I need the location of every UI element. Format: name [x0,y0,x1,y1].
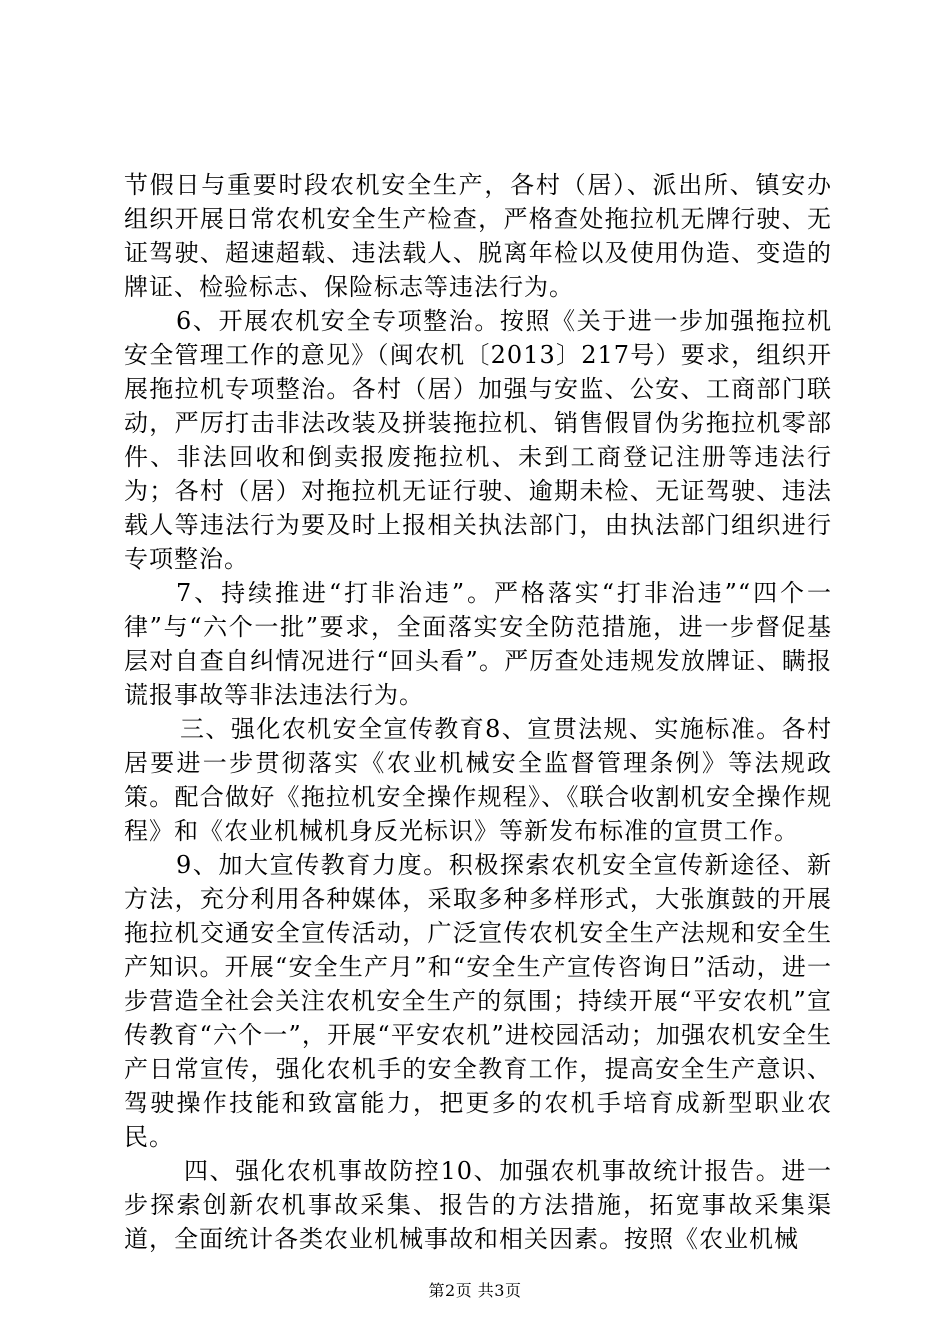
paragraph-item-6: 6、开展农机安全专项整治。按照《关于进一步加强拖拉机安全管理工作的意见》（闽农机〔2013〕217号）要求，组织开展拖拉机专项整治。各村（居）加强与安监、公安、工商部门联动，严厉打击非法改装及拼装拖拉机、销售假冒伪劣拖拉机零部件、非法回收和倒卖报废拖拉机、未到工商登记注册等违法行为；各村（居）对拖拉机无证行驶、逾期未检、无证驾驶、违法载人等违法行为要及时上报相关执法部门，由执法部门组织进行专项整治。 [124,307,832,573]
document-body [124,168,832,1256]
page-footer: 第2页 共3页 [428,1281,522,1300]
paragraph-item-9: 9、加大宣传教育力度。积极探索农机安全宣传新途径、新方法，充分利用各种媒体，采取多种多样形式，大张旗鼓的开展拖拉机交通安全宣传活动，广泛宣传农机安全生产法规和安全生产知识。开展“安全生产月”和“安全生产宣传咨询日”活动，进一步营造全社会关注农机安全生产的氛围；持续开展“平安农机”宣传教育“六个一”，开展“平安农机”进校园活动；加强农机安全生产日常宣传，强化农机手的安全教育工作，提高安全生产意识、驾驶操作技能和致富能力，把更多的农机手培育成新型职业农民。 [124,851,832,1151]
paragraph-section-4: 四、强化农机事故防控10、加强农机事故统计报告。进一步探索创新农机事故采集、报告的方法措施，拓宽事故采集渠道，全面统计各类农业机械事故和相关因素。按照《农业机械 [124,1157,832,1253]
paragraph-section-3: 三、强化农机安全宣传教育8、宣贯法规、实施标准。各村居要进一步贯彻落实《农业机械安全监督管理条例》等法规政策。配合做好《拖拉机安全操作规程》、《联合收割机安全操作规程》和《农业机械机身反光标识》等新发布标准的宣贯工作。 [124,715,832,845]
paragraph-continuation: 节假日与重要时段农机安全生产，各村（居）、派出所、镇安办组织开展日常农机安全生产检查，严格查处拖拉机无牌行驶、无证驾驶、超速超载、违法载人、脱离年检以及使用伪造、变造的牌证、检验标志、保险标志等违法行为。 [124,171,832,301]
paragraph-item-7: 7、持续推进“打非治违”。严格落实“打非治违”“四个一律”与“六个一批”要求，全面落实安全防范措施，进一步督促基层对自查自纠情况进行“回头看”。严厉查处违规发放牌证、瞒报谎报事故等非法违法行为。 [124,579,832,709]
